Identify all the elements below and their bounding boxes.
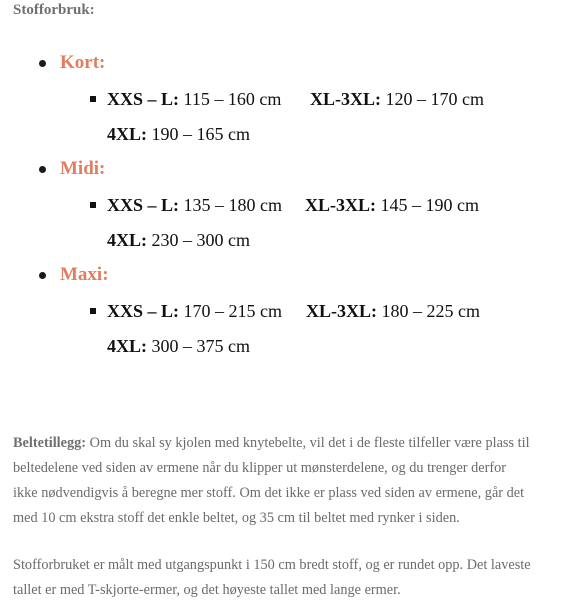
size-label: 4XL: xyxy=(107,124,147,144)
variant-label: Maxi: xyxy=(60,264,109,285)
belt-label: Beltetillegg: xyxy=(13,435,87,451)
size-value: 120 – 170 cm xyxy=(381,89,484,109)
size-range-4xl xyxy=(107,230,250,251)
size-range-xl-3xl xyxy=(305,195,479,216)
bullet-square xyxy=(90,202,96,208)
paragraph-line: Om du skal sy kjolen med knytebelte, vil det i de fleste tilfeller være plass til xyxy=(86,435,530,451)
paragraph-line: beltedelene ved siden av ermene når du klipper ut mønsterdelene, og du trenger derfor xyxy=(13,460,507,476)
size-label: XL-3XL: xyxy=(306,301,377,321)
bullet-dot xyxy=(39,60,46,67)
paragraph-line: Stofforbruket er målt med utgangspunkt i 150 cm bredt stoff, og er rundet opp. Det laveste xyxy=(13,557,531,573)
size-value: 170 – 215 cm xyxy=(179,301,283,321)
bullet-square xyxy=(90,96,96,102)
size-value: 300 – 375 cm xyxy=(147,336,250,356)
size-value: 145 – 190 cm xyxy=(376,195,479,215)
fabric-usage-heading: Stofforbruk: xyxy=(13,2,95,18)
size-range-4xl xyxy=(107,336,250,357)
size-label: 4XL: xyxy=(107,336,147,356)
size-label: XXS – L: xyxy=(107,195,180,215)
size-range-4xl xyxy=(107,124,250,145)
paragraph-line: tallet er med T-skjorte-ermer, og det høyeste tallet med lange ermer. xyxy=(13,582,401,598)
paragraph-line: ikke nødvendigvis å beregne mer stoff. Om det ikke er plass ved siden av ermene, går det xyxy=(13,485,525,501)
size-value: 135 – 180 cm xyxy=(179,195,283,215)
belt-paragraph xyxy=(13,431,563,531)
variant-label: Kort: xyxy=(60,52,106,73)
bullet-square xyxy=(90,308,96,314)
size-value: 230 – 300 cm xyxy=(147,230,250,250)
size-range-xxs-l xyxy=(107,195,282,216)
bullet-dot xyxy=(39,272,46,279)
size-label: XL-3XL: xyxy=(305,195,376,215)
size-label: XXS – L: xyxy=(107,301,180,321)
size-range-xxs-l xyxy=(107,301,282,322)
size-range-xl-3xl xyxy=(306,301,480,322)
size-value: 115 – 160 cm xyxy=(179,89,282,109)
size-range-xl-3xl xyxy=(310,89,484,110)
size-label: XL-3XL: xyxy=(310,89,381,109)
measurement-note-paragraph xyxy=(13,553,563,603)
bullet-dot xyxy=(39,166,46,173)
size-label: XXS – L: xyxy=(107,89,180,109)
size-value: 190 – 165 cm xyxy=(147,124,250,144)
size-range-xxs-l xyxy=(107,89,281,110)
variant-label: Midi: xyxy=(60,158,106,179)
size-value: 180 – 225 cm xyxy=(377,301,480,321)
size-label: 4XL: xyxy=(107,230,147,250)
paragraph-line: med 10 cm ekstra stoff det enkle beltet, og 35 cm til beltet med rynker i siden. xyxy=(13,510,460,526)
